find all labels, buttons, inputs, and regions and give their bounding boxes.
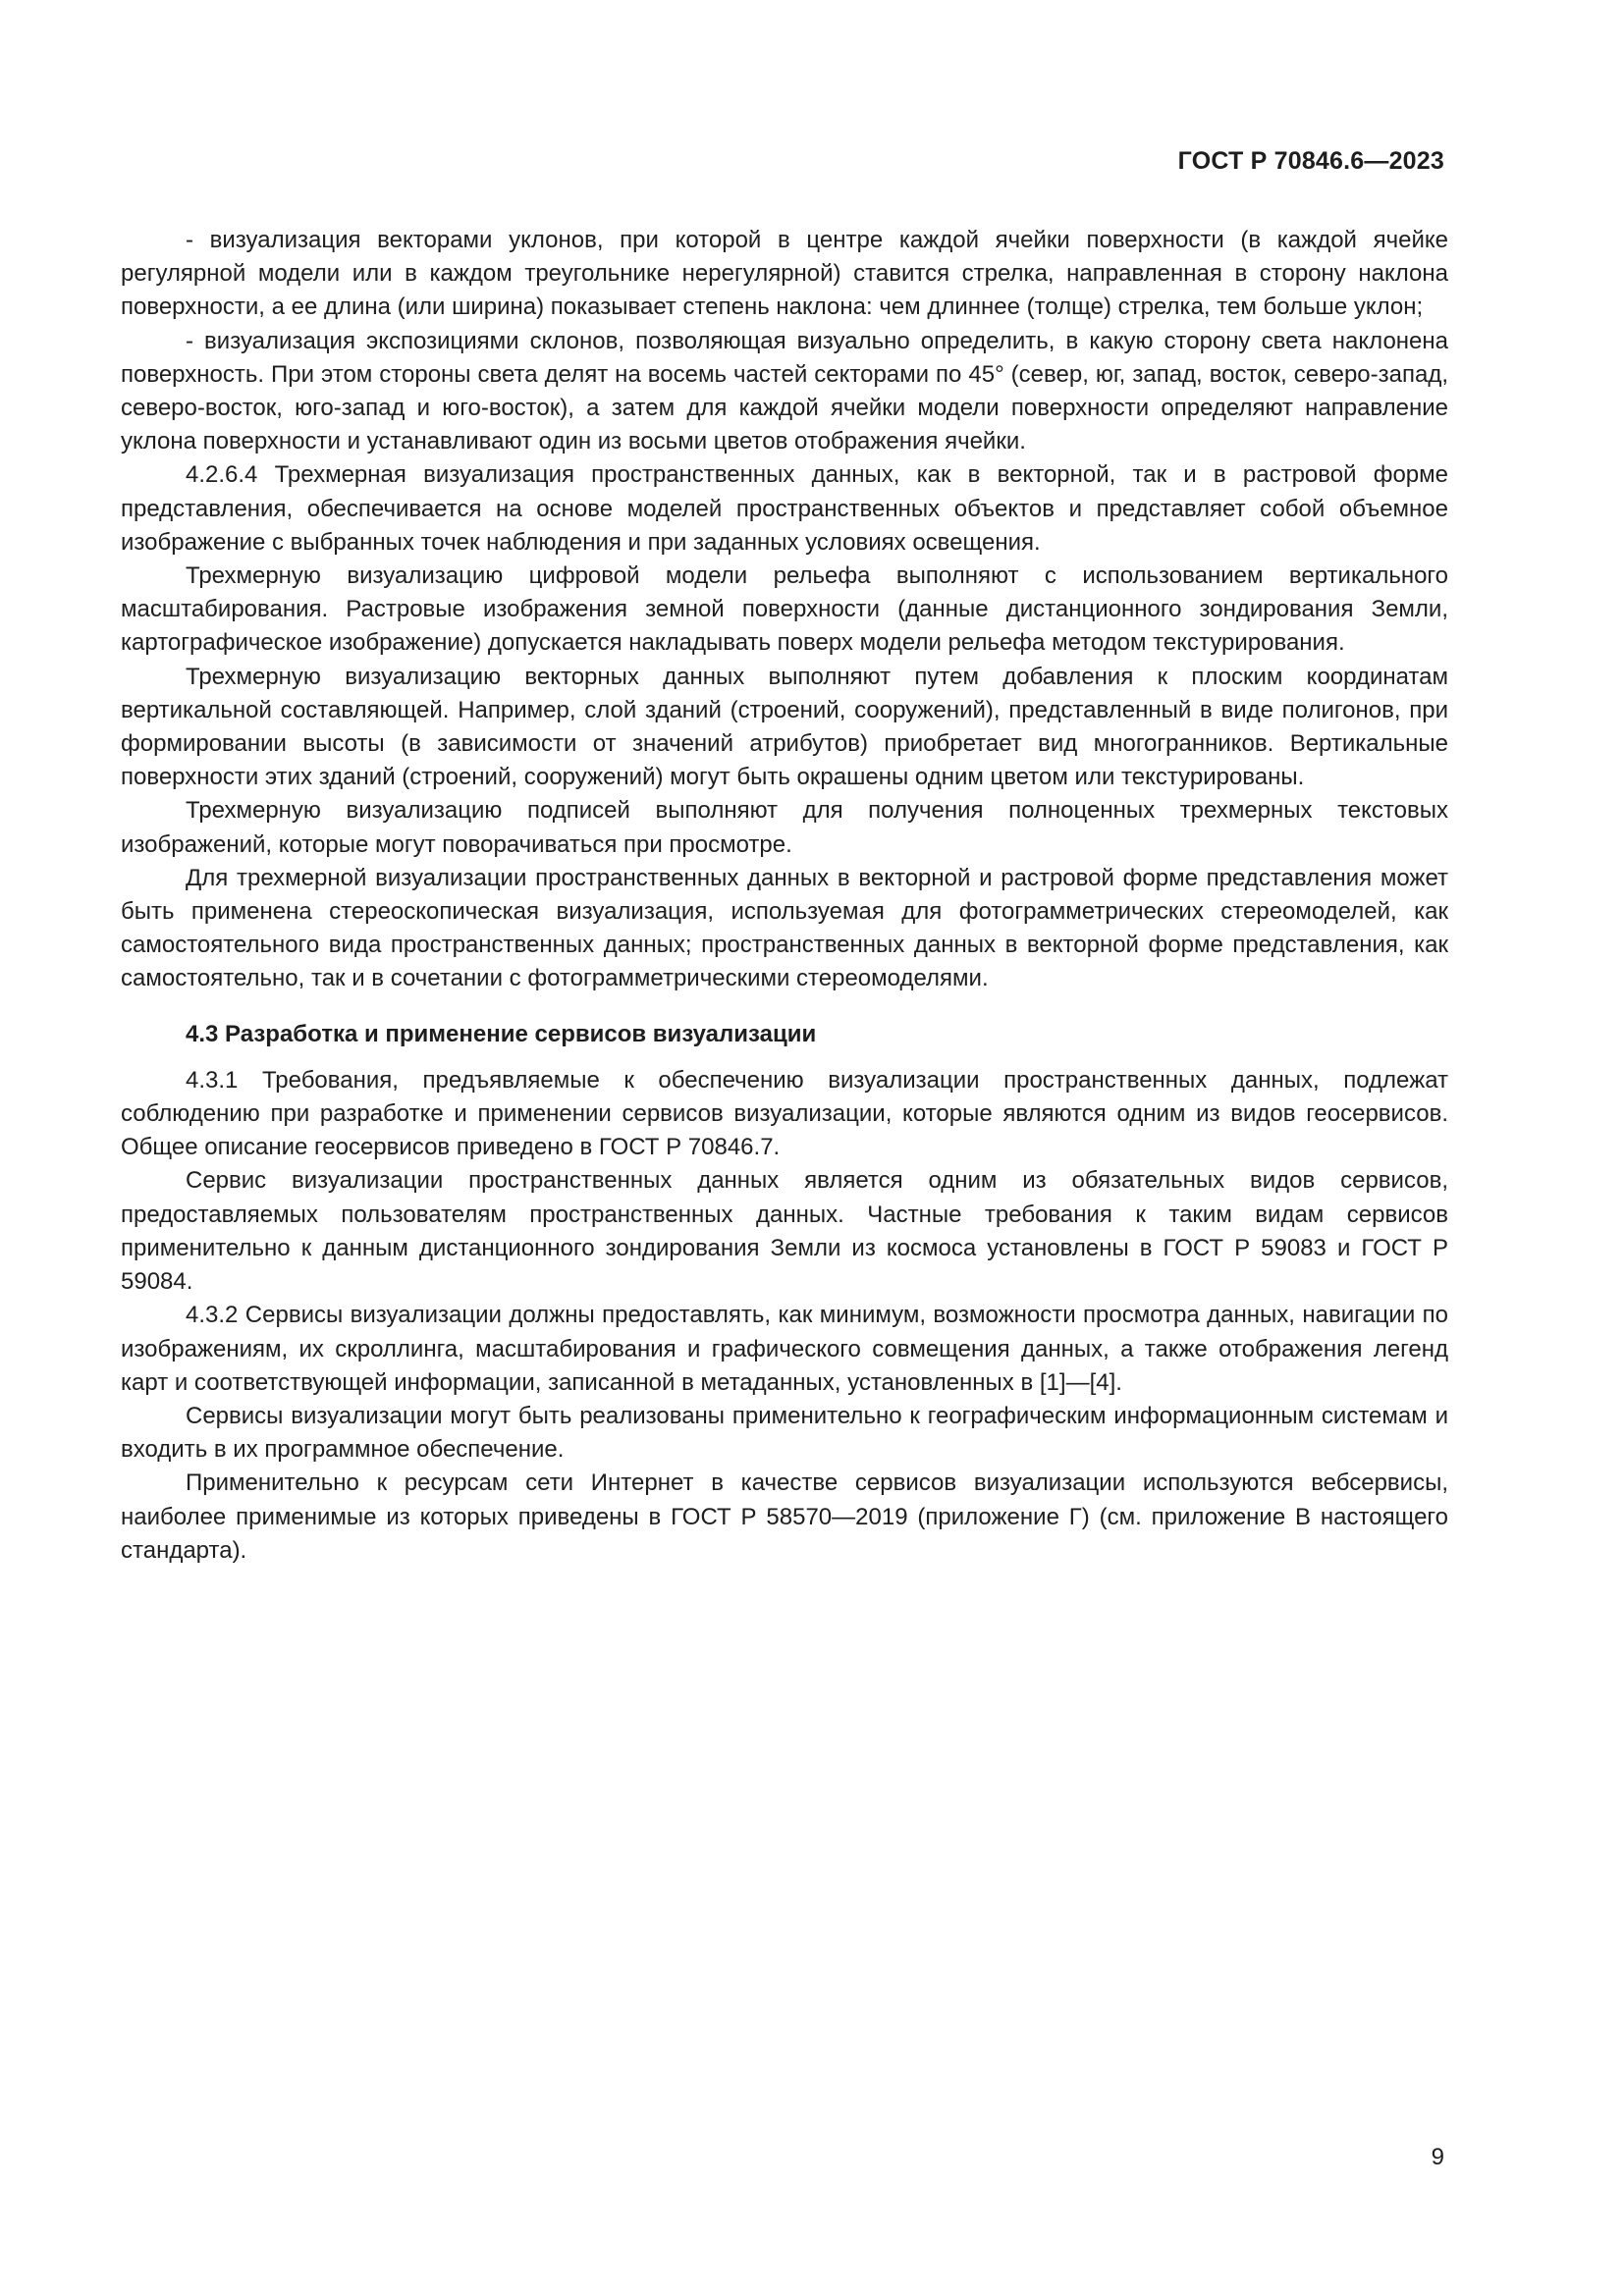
paragraph-web-services: Применительно к ресурсам сети Интернет в качестве сервисов визуализации используются вебсервисы, наиболее применимые из которых приведены в ГОСТ Р 58570—2019 (приложение Г) (см. приложение В настоящего стандарта). xyxy=(121,1469,1448,1564)
paragraph-labels-3d: Трехмерную визуализацию подписей выполняют для получения полноценных трехмерных текстовых изображений, которые могут поворачиваться при просмотре. xyxy=(121,797,1448,858)
document-header-id: ГОСТ Р 70846.6—2023 xyxy=(1177,147,1444,175)
paragraph-vector-3d: Трехмерную визуализацию векторных данных выполняют путем добавления к плоским координатам вертикальной составляющей. Например, слой зданий (строений, сооружений), представленный в виде полигонов, при формировании высоты (в зависимости от значений атрибутов) приобретает вид многогранников. Вертикальные поверхности этих зданий (строений, сооружений) могут быть окрашены одним цветом или текстурированы. xyxy=(121,663,1448,791)
paragraph-slope-vectors: - визуализация векторами уклонов, при которой в центре каждой ячейки поверхности (в каждой ячейке регулярной модели или в каждом треугольнике нерегулярной) ставится стрелка, направленная в сторону наклона поверхности, а ее длина (или ширина) показывает степень наклона: чем длиннее (толще) стрелка, тем больше уклон; xyxy=(121,227,1448,321)
paragraph-gis-services: Сервисы визуализации могут быть реализованы применительно к географическим информационным системам и входить в их программное обеспечение. xyxy=(121,1402,1448,1464)
paragraph-4-2-6-4: 4.2.6.4 Трехмерная визуализация пространственных данных, как в векторной, так и в растровой форме представления, обеспечивается на основе моделей пространственных объектов и представляет собой объемное изображение с выбранных точек наблюдения и при заданных условиях освещения. xyxy=(121,461,1448,556)
paragraph-relief-3d: Трехмерную визуализацию цифровой модели рельефа выполняют с использованием вертикального масштабирования. Растровые изображения земной поверхности (данные дистанционного зондирования Земли, картографическое изображение) допускается накладывать поверх модели рельефа методом текстурирования. xyxy=(121,562,1448,657)
section-heading-4-3: 4.3 Разработка и применение сервисов визуализации xyxy=(186,1020,817,1047)
paragraph-4-3-2: 4.3.2 Сервисы визуализации должны предоставлять, как минимум, возможности просмотра данных, навигации по изображениям, их скроллинга, масштабирования и графического совмещения данных, а также отображения легенд карт и соответствующей информации, записанной в метаданных, установленных в [1]—[4]. xyxy=(121,1302,1448,1396)
paragraph-4-3-1: 4.3.1 Требования, предъявляемые к обеспечению визуализации пространственных данных, подлежат соблюдению при разработке и применении сервисов визуализации, которые являются одним из видов геосервисов. Общее описание геосервисов приведено в ГОСТ Р 70846.7. xyxy=(121,1066,1448,1161)
document-body xyxy=(121,224,1448,1568)
paragraph-stereoscopic: Для трехмерной визуализации пространственных данных в векторной и растровой форме представления может быть применена стереоскопическая визуализация, используемая для фотограмметрических стереомоделей, как самостоятельного вида пространственных данных; пространственных данных в векторной форме представления, как самостоятельно, так и в сочетании с фотограмметрическими стереомоделями. xyxy=(121,864,1448,992)
page-number: 9 xyxy=(1431,2144,1444,2170)
paragraph-slope-aspects: - визуализация экспозициями склонов, позволяющая визуально определить, в какую сторону света наклонена поверхность. При этом стороны света делят на восемь частей секторами по 45° (север, юг, запад, восток, северо-запад, северо-восток, юго-запад и юго-восток), а затем для каждой ячейки модели поверхности определяют направление уклона поверхности и устанавливают один из восьми цветов отображения ячейки. xyxy=(121,327,1448,455)
paragraph-visualization-service: Сервис визуализации пространственных данных является одним из обязательных видов сервисов, предоставляемых пользователям пространственных данных. Частные требования к таким видам сервисов применительно к данным дистанционного зондирования Земли из космоса установлены в ГОСТ Р 59083 и ГОСТ Р 59084. xyxy=(121,1167,1448,1296)
